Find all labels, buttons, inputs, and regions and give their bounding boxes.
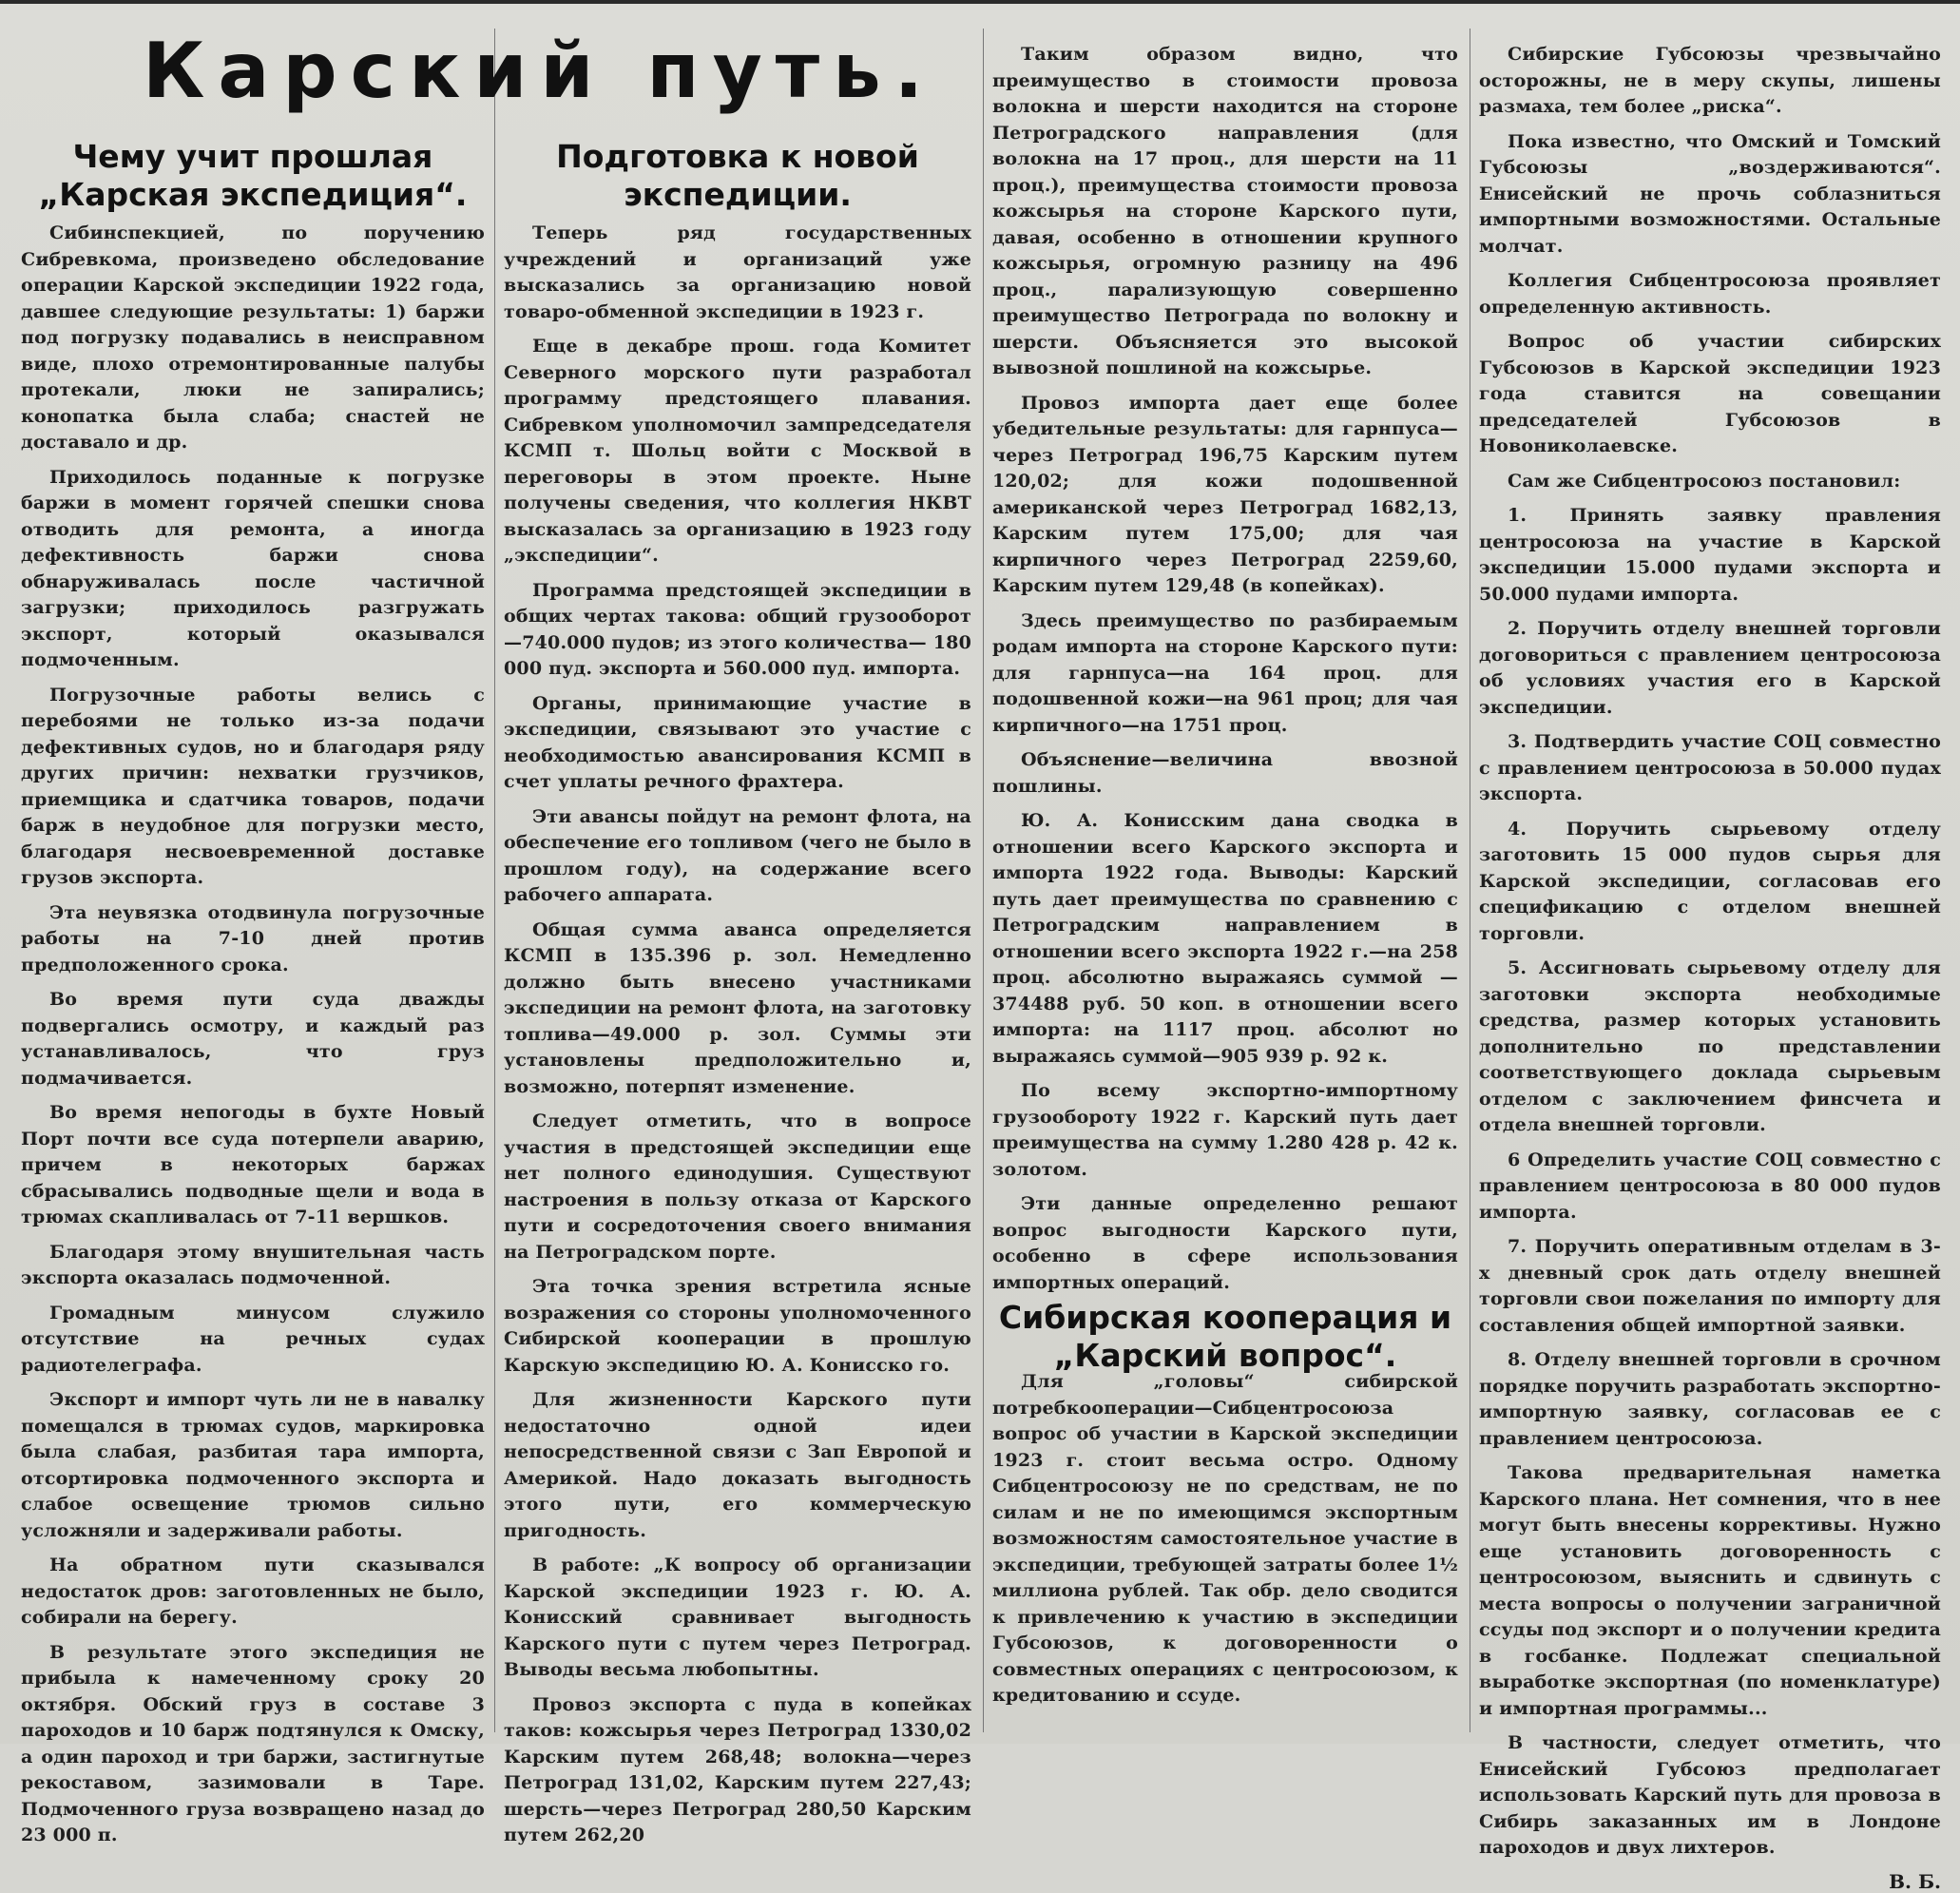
column-rule bbox=[983, 29, 984, 1732]
paragraph: Погрузочные работы велись с перебоями не только из-за подачи дефективных судов, но и благодаря ряду других причин: нехватки грузчиков, приемщика и сдатчика товаров, подачи барж в неудобное для погрузки место, благодаря несвоевременной доставке грузов экспорта. bbox=[21, 684, 485, 888]
paragraph: Во время непогоды в бухте Новый Порт почти все суда потерпели аварию, причем в некоторых баржах сбрасывались подводные щели и вода в трюмах скапливалась от 7-11 вершков. bbox=[21, 1102, 485, 1227]
paragraph: Эти данные определенно решают вопрос выгодности Карского пути, особенно в сфере использования импортных операций. bbox=[992, 1193, 1458, 1293]
paragraph: Такова предварительная наметка Карского плана. Нет сомнения, что в нее могут быть внесены коррективы. Нужно еще установить договоренность с центросоюзом, выяснить и сдвинуть с места вопросы о получении заграничной ссуды под экспорт и о получении кредита в госбанке. Подлежат специальной выработке экспортная (по номенклатуре) и импортная программы... bbox=[1479, 1462, 1941, 1719]
paragraph: Следует отметить, что в вопросе участия в предстоящей экспедиции еще нет полного единодушия. Существуют настроения в пользу отказа от Карского пути и сосредоточения своего внимания на Петроградском порте. bbox=[504, 1111, 971, 1263]
paragraph: На обратном пути сказывался недостаток дров: заготовленных не было, собирали на берегу. bbox=[21, 1555, 485, 1628]
article2-continuation bbox=[992, 42, 1458, 1304]
paragraph: В результате этого экспедиция не прибыла к намеченному сроку 20 октября. Обский груз в составе 3 пароходов и 10 барж подтянулся к Омску, а один пароход и три баржи, застигнутые рекоставом, зазимовали в Таре. Подмоченного груза возвращено назад до 23 000 п. bbox=[21, 1641, 485, 1845]
paragraph: Сибирские Губсоюзы чрезвычайно осторожны, не в меру скупы, лишены размаха, тем более „риска“. bbox=[1479, 44, 1941, 117]
paragraph: Во время пути суда дважды подвергались осмотру, и каждый раз устанавливалось, что груз подмачивается. bbox=[21, 989, 485, 1089]
article2-body bbox=[504, 221, 971, 1858]
paragraph: 7. Поручить оперативным отделам в 3-х дневный срок дать отделу внешней торговли свои пожелания по импорту для составления общей импортной заявки. bbox=[1479, 1236, 1941, 1336]
paragraph: 5. Ассигновать сырьевому отделу для заготовки экспорта необходимые средства, размер которых установить дополнительно по представлении соответствующего доклада сырьевым отделом с заключением финсчета и отдела внешней торговли. bbox=[1479, 957, 1941, 1135]
paragraph: Таким образом видно, что преимущество в стоимости провоза волокна и шерсти находится на стороне Петроградского направления (для волокна на 17 проц., для шерсти на 11 проц.), преимущества стоимости провоза кожсырья на стороне Карского пути, давая, особенно в отношении крупного кожсырья, огромную разницу на 496 проц., парализующую совершенно преимущество Петрограда по волокну и шерсти. Объясняется это высокой вывозной пошлиной на кожсырье. bbox=[992, 44, 1458, 378]
paragraph: Эти авансы пойдут на ремонт флота, на обеспечение его топливом (чего не было в прошлом году), на содержание всего рабочего аппарата. bbox=[504, 805, 971, 905]
paragraph: Программа предстоящей экспедиции в общих чертах такова: общий грузооборот —740.000 пудов; из этого количества— 180 000 пуд. экспорта и 560.000 пуд. импорта. bbox=[504, 579, 971, 679]
paragraph: В частности, следует отметить, что Енисейский Губсоюз предполагает использовать Карский путь для провоза в Сибирь заказанных им в Лондоне пароходов и двух лихтеров. bbox=[1479, 1732, 1941, 1858]
paragraph: Громадным минусом служило отсутствие на речных судах радиотелеграфа. bbox=[21, 1302, 485, 1376]
paragraph: Органы, принимающие участие в экспедиции, связывают это участие с необходимостью авансирования КСМП в счет уплаты речного фрахтера. bbox=[504, 692, 971, 792]
paragraph: Для „головы“ сибирской потребкооперации—Сибцентросоюза вопрос об участии в Карской экспедиции 1923 г. стоит весьма остро. Одному Сибцентросоюзу не по средствам, не по силам и не по имеющимся экспортным возможностям самостоятельное участие в экспедиции, требующей затраты более 1½ миллиона рублей. Так обр. дело сводится к привлечению к участию в экспедиции Губсоюзов, к договоренности о совместных операциях с центросоюзом, к кредитованию и ссуде. bbox=[992, 1371, 1458, 1706]
paragraph: В работе: „К вопросу об организации Карской экспедиции 1923 г. Ю. А. Конисский сравнивает выгодность Карского пути с путем через Петроград. Выводы весьма любопытны. bbox=[504, 1555, 971, 1680]
paragraph: 3. Подтвердить участие СОЦ совместно с правлением центросоюза в 50.000 пудах экспорта. bbox=[1479, 731, 1941, 804]
author-signature: В. Б. bbox=[1889, 1869, 1941, 1893]
paragraph: Эта неувязка отодвинула погрузочные работы на 7-10 дней против предположенного срока. bbox=[21, 901, 485, 975]
paragraph: Приходилось поданные к погрузке баржи в момент горячей спешки снова отводить для ремонта, а иногда дефективность баржи снова обнаруживалась после частичной загрузки; приходилось разгружать экспорт, который оказывался подмоченным. bbox=[21, 466, 485, 670]
paragraph: Ю. А. Конисским дана сводка в отношении всего Карского экспорта и импорта 1922 года. Выводы: Карский путь дает преимущества по сравнению с Петроградским направлением в отношении всего экспорта 1922 г.—на 258 проц. абсолютно выражаясь суммой —374488 руб. 50 коп. в отношении всего импорта: на 1117 проц. абсолют но выражаясь суммой—905 939 р. 92 к. bbox=[992, 810, 1458, 1067]
article1-body bbox=[21, 221, 485, 1858]
paragraph: 8. Отделу внешней торговли в срочном порядке поручить разработать экспортно-импортную заявку, согласовав ее с правлением центросоюза. bbox=[1479, 1349, 1941, 1449]
paragraph: Пока известно, что Омский и Томский Губсоюзы „воздерживаются“. Енисейский не прочь соблазниться импортными возможностями. Остальные молчат. bbox=[1479, 130, 1941, 257]
paragraph: Еще в декабре прош. года Комитет Северного морского пути разработал программу предстоящего плавания. Сибревком уполномочил зампредседателя КСМП т. Шольц войти с Москвой в переговоры в этом проекте. Ныне получены сведения, что коллегия НКВТ высказалась за организацию в 1923 году „экспедиции“. bbox=[504, 336, 971, 566]
paragraph: Общая сумма аванса определяется КСМП в 135.396 р. зол. Немедленно должно быть внесено участниками экспедиции на ремонт флота, на заготовку топлива—49.000 р. зол. Суммы эти установлены предположительно и, возможно, потерпят изменение. bbox=[504, 918, 971, 1097]
column-rule bbox=[494, 29, 495, 1732]
article1-headline: Чему учит прошлая „Карская экспедиция“. bbox=[38, 138, 468, 213]
paragraph: Вопрос об участии сибирских Губсоюзов в Карской экспедиции 1923 года ставится на совещании председателей Губсоюзов в Новониколаевске. bbox=[1479, 331, 1941, 456]
article3-continuation bbox=[1479, 42, 1941, 1893]
paragraph: 2. Поручить отделу внешней торговли договориться с правлением центросоюза об условиях участия его в Карской экспедиции. bbox=[1479, 618, 1941, 718]
paragraph: Теперь ряд государственных учреждений и организаций уже высказались за организацию новой товаро-обменной экспедиции в 1923 г. bbox=[504, 222, 971, 322]
paragraph: По всему экспортно-импортному грузообороту 1922 г. Карский путь дает преимущества на сумму 1.280 428 р. 42 к. золотом. bbox=[992, 1080, 1458, 1180]
paragraph: Сибинспекцией, по поручению Сибревкома, произведено обследование операции Карской экспедиции 1922 года, давшее следующие результаты: 1) баржи под погрузку подавались в неисправном виде, плохо отремонтированные палубы протекали, люки не запирались; конопатка была слаба; снастей не доставало и др. bbox=[21, 222, 485, 453]
top-border bbox=[0, 0, 1960, 4]
paragraph: Для жизненности Карского пути недостаточно одной идеи непосредственной связи с Зап Европой и Америкой. Надо доказать выгодность этого пути, его коммерческую пригодность. bbox=[504, 1389, 971, 1541]
paragraph: Сам же Сибцентросоюз постановил: bbox=[1508, 470, 1901, 492]
page-title: Карский путь. bbox=[143, 27, 937, 115]
article3-headline: Сибирская кооперация и „Карский вопрос“. bbox=[998, 1299, 1452, 1374]
paragraph: 4. Поручить сырьевому отделу заготовить 15 000 пудов сырья для Карской экспедиции, согласовав его спецификацию с отделом внешней торговли. bbox=[1479, 818, 1941, 944]
article2-headline: Подготовка к новой экспедиции. bbox=[556, 138, 919, 213]
paragraph: Благодаря этому внушительная часть экспорта оказалась подмоченной. bbox=[21, 1241, 485, 1288]
paragraph: Объяснение—величина ввозной пошлины. bbox=[992, 749, 1458, 797]
article3-body bbox=[992, 1369, 1458, 1718]
paragraph: Провоз импорта дает еще более убедительные результаты: для гарнпуса—через Петроград 196,75 Карским путем 120,02; для кожи подошвенной американской через Петроград 1682,13, Карским путем 175,00; для чая кирпичного через Петроград 2259,60, Карским путем 129,48 (в копейках). bbox=[992, 392, 1458, 596]
paragraph: Экспорт и импорт чуть ли не в навалку помещался в трюмах судов, маркировка была слабая, разбитая тара импорта, отсортировка подмоченного экспорта и слабое освещение трюмов сильно усложняли и задерживали работы. bbox=[21, 1389, 485, 1541]
paragraph: 1. Принять заявку правления центросоюза на участие в Карской экспедиции 15.000 пудами экспорта и 50.000 пудами импорта. bbox=[1479, 505, 1941, 605]
paragraph: 6 Определить участие СОЦ совместно с правлением центросоюза в 80 000 пудов импорта. bbox=[1479, 1149, 1941, 1223]
paragraph: Здесь преимущество по разбираемым родам импорта на стороне Карского пути: для гарнпуса—на 164 проц. для подошвенной кожи—на 961 проц; для чая кирпичного—на 1751 проц. bbox=[992, 609, 1458, 736]
paragraph: Эта точка зрения встретила ясные возражения со стороны уполномоченного Сибирской кооперации в прошлую Карскую экспедицию Ю. А. Конисско го. bbox=[504, 1276, 971, 1376]
paragraph: Коллегия Сибцентросоюза проявляет определенную активность. bbox=[1479, 270, 1941, 318]
paragraph: Провоз экспорта с пуда в копейках таков: кожсырья через Петроград 1330,02 Карским путем 268,48; волокна—через Петроград 131,02, Карским путем 227,43; шерсть—через Петроград 280,50 Карским путем 262,20 bbox=[504, 1693, 971, 1845]
